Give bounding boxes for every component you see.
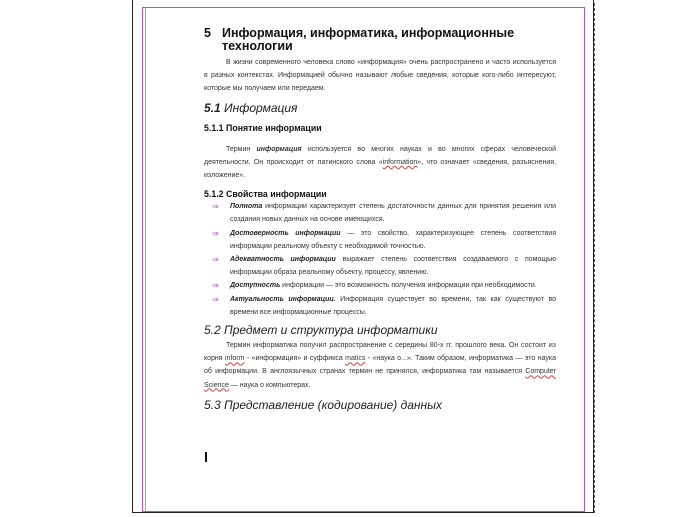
chapter-heading: 5 Информация, информатика, информационные технологии bbox=[204, 26, 515, 53]
document-body[interactable] bbox=[204, 27, 556, 412]
text-cursor bbox=[205, 452, 207, 462]
arrow-bullet-icon: ⇒ bbox=[212, 255, 219, 265]
list-item: ⇒ Полнота информации характеризует степень достаточности данных для принятия решения или создания новых данных на основе имеющихся. bbox=[212, 202, 556, 224]
section-heading-5-2: 5.2 Предмет и структура информатики bbox=[204, 323, 438, 338]
paragraph-5-1-1: Термин информация используется во многих науках и во многих сферах человеческой деятельности. Он происходит от латинского слова «information», что означает «сведения, разъяснения, изложение». bbox=[204, 145, 557, 180]
subsection-heading-5-1-2: 5.1.2 Свойства информации bbox=[204, 189, 327, 200]
arrow-bullet-icon: ⇒ bbox=[212, 202, 219, 212]
section-heading-5-3: 5.3 Представление (кодирование) данных bbox=[204, 397, 442, 412]
properties-list bbox=[204, 200, 556, 319]
paragraph-5-2: Термин информатика получил распространение с середины 80-х гг. прошлого века. Он состоит из корня inform - «информация» и суффикса matics - «наука о...». Таким образом, информатика — это наука об информации. В англоязычных странах термин не принялся, информатика там называется Computer Science — наука о компьютерах. bbox=[204, 342, 557, 389]
list-item: ⇒ Актуальность информации. Информация существует во времени, так как существуют во времени все информационные процессы. bbox=[212, 294, 556, 316]
intro-paragraph: В жизни современного человека слово «информация» очень распространено и часто используется в разных контекстах. Информацией обычно называют любые сведения, которые кого-либо интересуют, которые мы получаем или передаем. bbox=[204, 59, 556, 93]
arrow-bullet-icon: ⇒ bbox=[212, 294, 219, 304]
list-item: ⇒ Достоверность информации — это свойство, характеризующее степень соответствия информации реальному объекту с необходимой точностью. bbox=[212, 228, 556, 250]
arrow-bullet-icon: ⇒ bbox=[212, 228, 219, 238]
list-item: ⇒ Адекватность информации выражает степень соответствия создаваемого с помощью информации образа реальному объекту, процессу, явлению. bbox=[212, 255, 556, 277]
subsection-heading-5-1-1: 5.1.1 Понятие информации bbox=[204, 122, 322, 133]
page-edge-shadow bbox=[594, 3, 595, 513]
section-heading-5-1: 5.1 Информация bbox=[204, 100, 298, 115]
arrow-bullet-icon: ⇒ bbox=[212, 281, 219, 291]
list-item: ⇒ Доступность информации — это возможность получения информации при необходимости. bbox=[204, 279, 556, 292]
